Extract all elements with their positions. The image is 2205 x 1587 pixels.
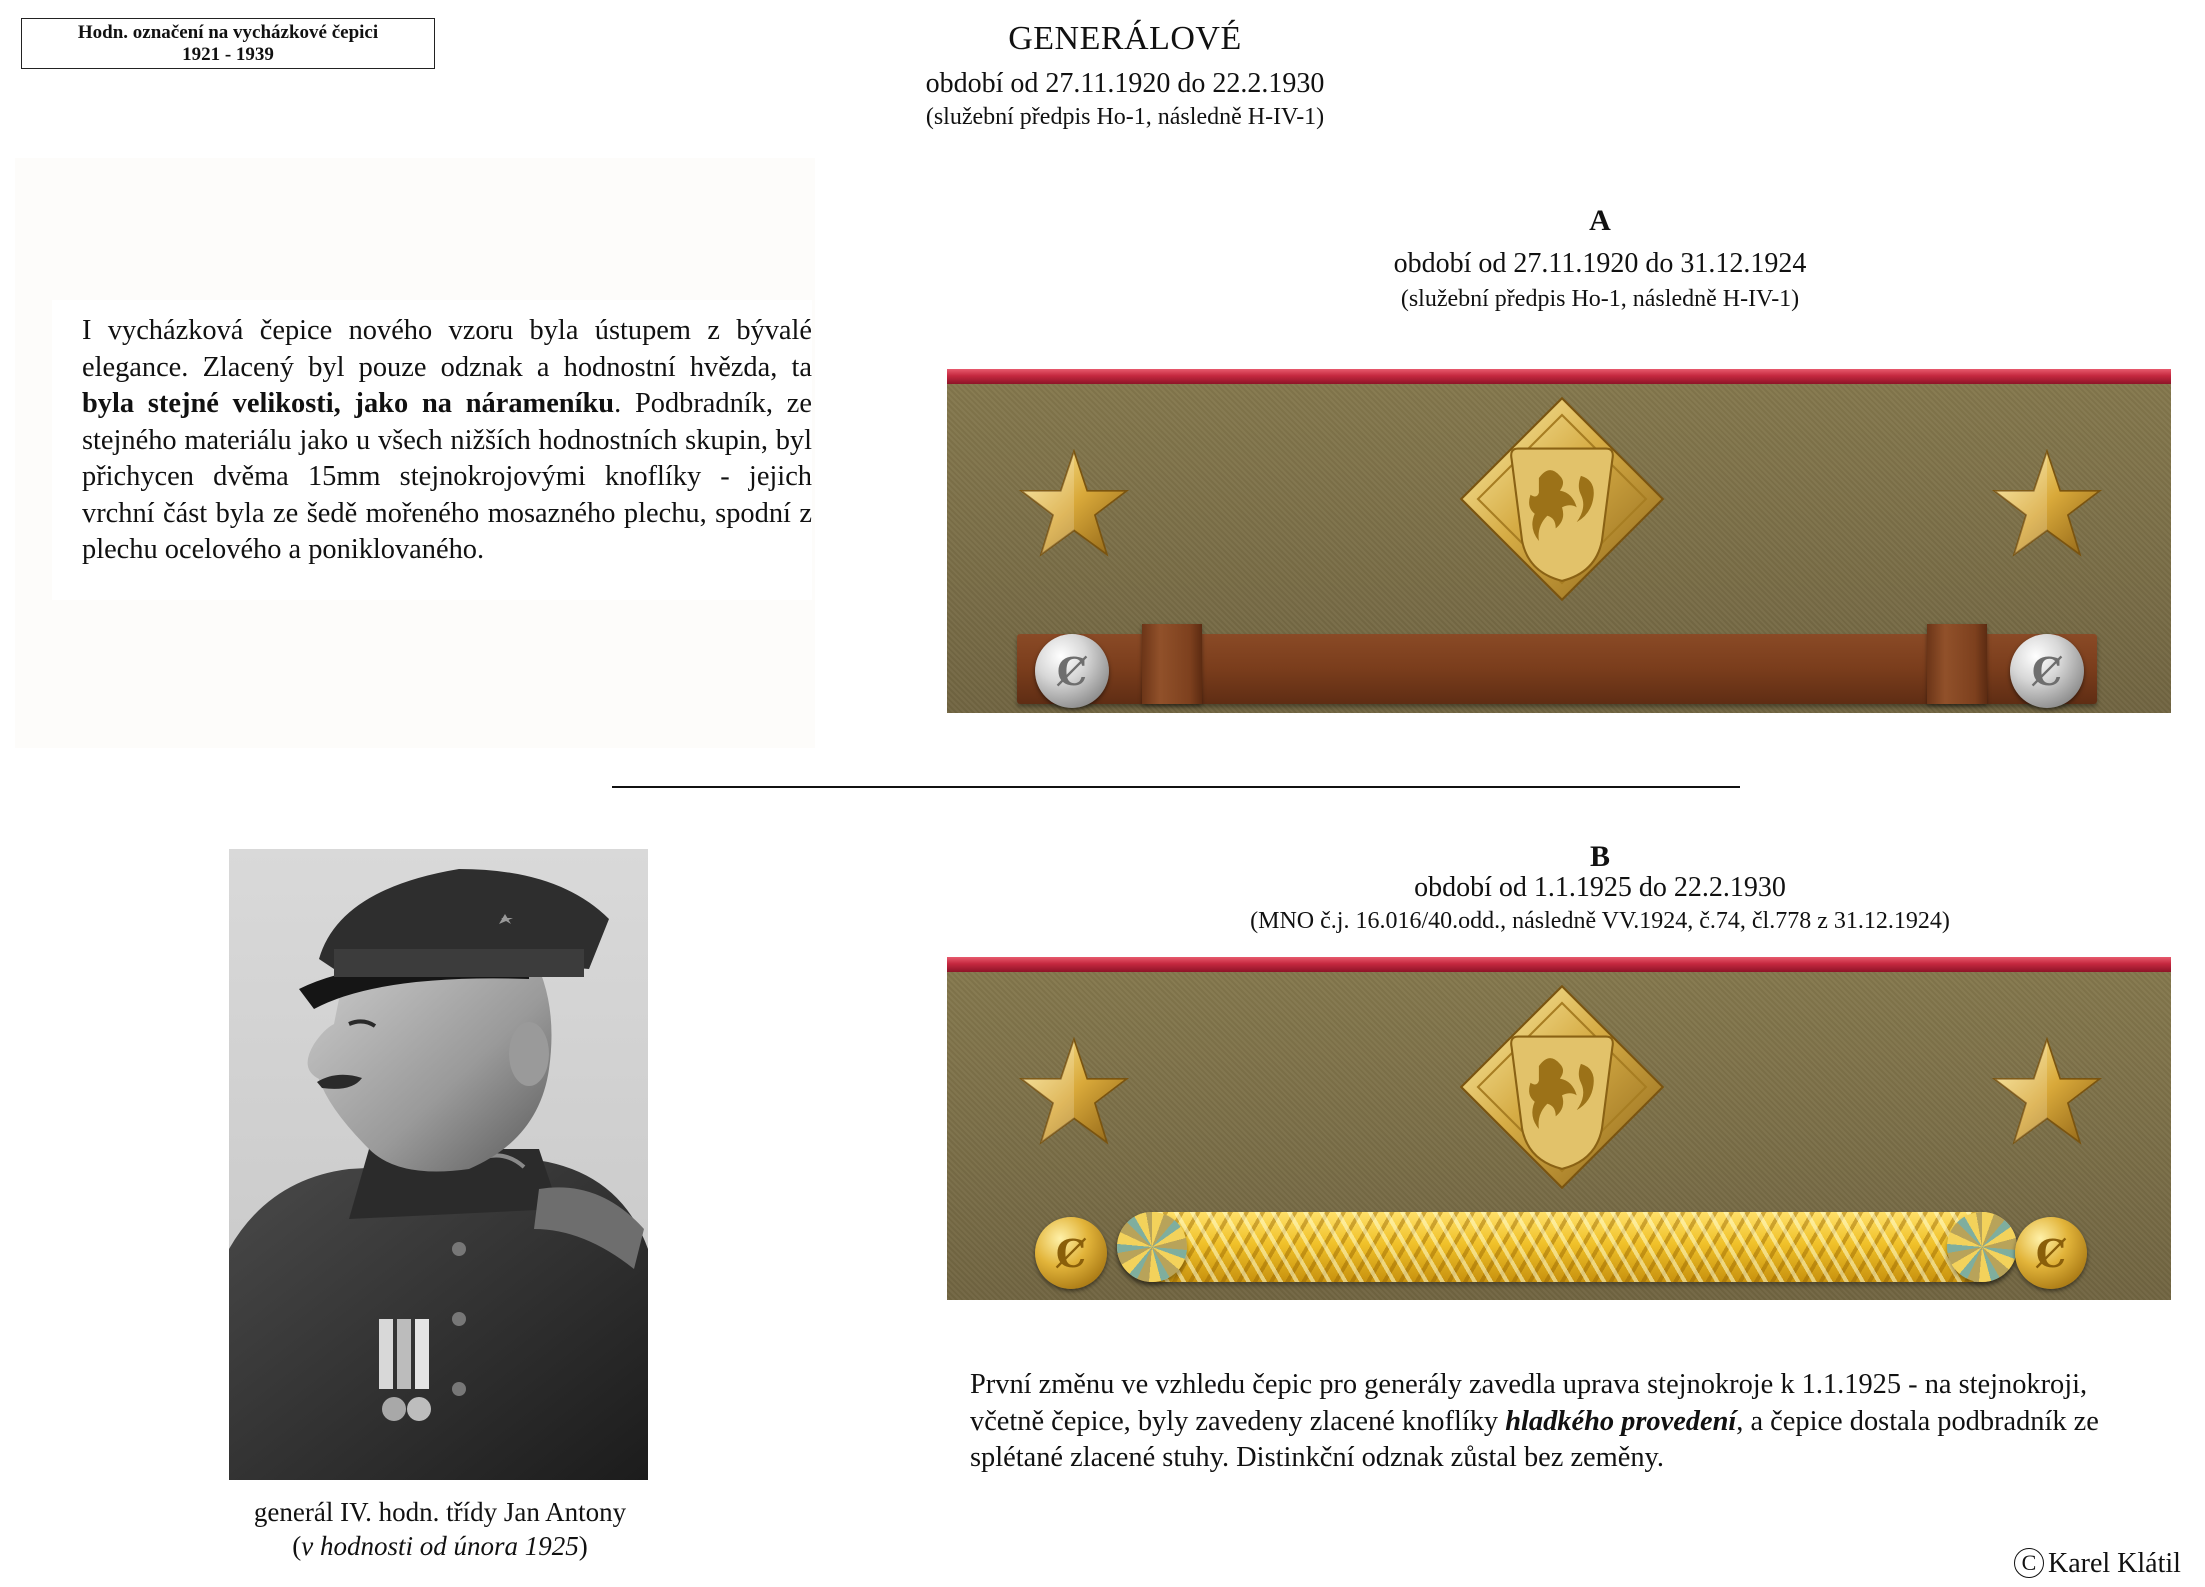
section-b-description [970, 1367, 2168, 1477]
silver-button-right-icon: Ȼ [2010, 634, 2084, 708]
page-title: GENERÁLOVÉ [1008, 20, 1242, 57]
right-star-icon [1992, 449, 2102, 559]
red-piping [947, 957, 2171, 972]
copyright-author: Karel Klátil [2048, 1548, 2181, 1579]
gold-button-left-icon: Ȼ [1035, 1217, 1107, 1289]
desc-bold: hladkého provedení [1505, 1405, 1737, 1437]
intro-text-bold: byla stejné velikosti, jako na nárameníku [82, 388, 615, 419]
left-star-icon [1019, 1037, 1129, 1147]
section-b-period: období od 1.1.1925 do 22.2.1930 [1414, 872, 1786, 903]
copyright [2014, 1548, 2181, 1580]
header-box-title: Hodn. označení na vycházkové čepici [77, 22, 379, 43]
general-portrait-photo [229, 849, 648, 1480]
cap-insignia-a [947, 369, 2171, 713]
page-regulation: (služební předpis Ho-1, následně H-IV-1) [925, 104, 1325, 130]
desc-part1: První změnu ve vzhledu čepic pro generály zavedla uprava stejnokroje k 1.1.1925 - na stejnokroji, včetně čepice, byly zavedeny zlacené knoflíky [970, 1369, 2088, 1437]
header-box [21, 18, 435, 69]
left-star-icon [1019, 449, 1129, 559]
cap-insignia-b [947, 957, 2171, 1300]
photo-caption-rank [200, 1531, 680, 1562]
section-divider [612, 786, 1740, 788]
gold-button-right-icon: Ȼ [2015, 1217, 2087, 1289]
desc-part2: , a čepice dostala podbradník ze splétané zlacené stuhy. Distinkční odznak zůstal bez zeměny. [970, 1405, 2099, 1473]
cap-badge-emblem-icon [1457, 982, 1667, 1192]
section-a-letter: A [1589, 204, 1611, 237]
intro-text-part2: . Podbradník, ze stejného materiálu jako u všech nižších hodnostních skupin, byl přichycen dvěma 15mm stejnokrojovými knoflíky - jejich vrchní část byla ze šedě mořeného mosazného plechu, spodní z plechu ocelového a poniklovaného. [82, 388, 812, 565]
right-star-icon [1992, 1037, 2102, 1147]
cord-knot-right [1947, 1212, 2017, 1282]
photo-caption-name: generál IV. hodn. třídy Jan Antony [253, 1497, 627, 1527]
section-a-period: období od 27.11.1920 do 31.12.1924 [1393, 248, 1807, 279]
strap-loop-right [1927, 624, 1987, 704]
caption-rank-text: v hodnosti od února 1925 [301, 1531, 579, 1561]
page-period: období od 27.11.1920 do 22.2.1930 [925, 68, 1325, 99]
caption-paren-close: ) [578, 1531, 588, 1561]
copyright-symbol-icon: C [2014, 1548, 2044, 1578]
silver-button-left-icon: Ȼ [1035, 634, 1109, 708]
cap-badge-emblem-icon [1457, 394, 1667, 604]
intro-paragraph [82, 313, 812, 569]
header-box-years: 1921 - 1939 [182, 44, 274, 65]
cord-knot-left [1117, 1212, 1187, 1282]
caption-paren-open: ( [292, 1531, 302, 1561]
intro-text-part1: I vycházková čepice nového vzoru byla ústupem z bývalé elegance. Zlacený byl pouze odznak a hodnostní hvězda, ta [82, 315, 812, 383]
braided-gold-chin-cord [1117, 1212, 2017, 1282]
section-b-regulation: (MNO č.j. 16.016/40.odd., následně VV.1924, č.74, čl.778 z 31.12.1924) [1250, 908, 1950, 934]
strap-loop-left [1142, 624, 1202, 704]
section-b-letter: B [1589, 840, 1610, 873]
red-piping [947, 369, 2171, 384]
section-a-regulation: (služební předpis Ho-1, následně H-IV-1) [1400, 286, 1800, 312]
